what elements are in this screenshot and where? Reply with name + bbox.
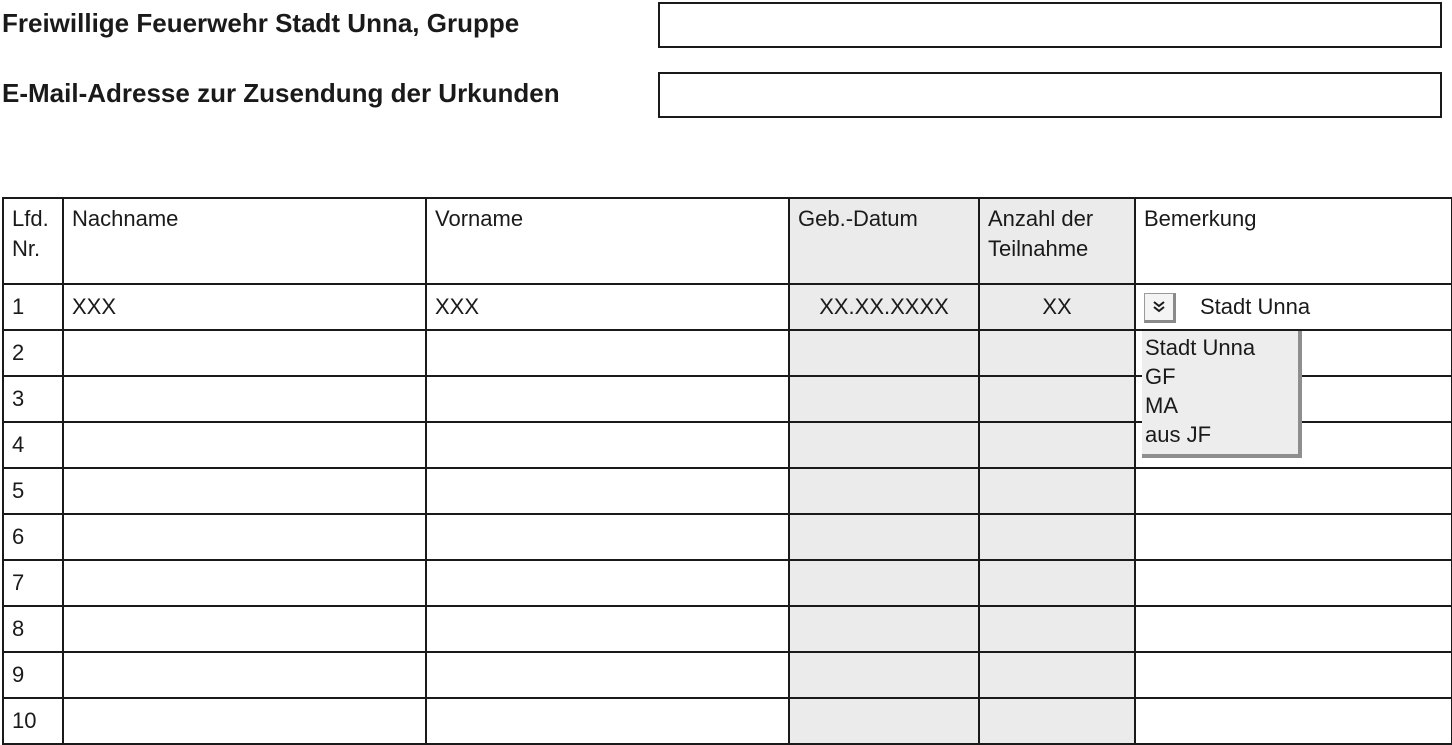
bemerkung-dropdown-list [1142,331,1302,458]
table-row [3,284,1452,330]
dropdown-option-stadt-unna[interactable]: Stadt Unna [1145,335,1256,360]
cell-anzahl[interactable] [979,514,1135,560]
cell-geb-datum[interactable]: XX.XX.XXXX [789,284,979,330]
cell-geb-datum[interactable] [789,422,979,468]
cell-bemerkung[interactable] [1135,698,1452,744]
cell-vorname[interactable] [426,698,789,744]
cell-geb-datum[interactable] [789,330,979,376]
cell-nachname[interactable] [63,698,426,744]
cell-vorname[interactable] [426,468,789,514]
cell-geb-datum[interactable] [789,468,979,514]
table-row [3,652,1452,698]
cell-geb-datum[interactable] [789,376,979,422]
bemerkung-select[interactable] [1135,284,1452,330]
email-field[interactable] [658,72,1442,118]
cell-nachname[interactable] [63,468,426,514]
dropdown-option-ma[interactable]: MA [1145,393,1178,418]
dropdown-option-aus-jf[interactable]: aus JF [1145,422,1212,447]
table-row [3,698,1452,744]
cell-vorname[interactable]: XXX [426,284,789,330]
cell-vorname[interactable] [426,422,789,468]
cell-anzahl[interactable]: XX [979,284,1135,330]
cell-nr: 2 [3,330,63,376]
cell-bemerkung[interactable] [1135,652,1452,698]
cell-anzahl[interactable] [979,698,1135,744]
cell-nr: 5 [3,468,63,514]
group-field[interactable] [658,2,1442,48]
dropdown-option-gf[interactable]: GF [1145,364,1176,389]
cell-anzahl[interactable] [979,606,1135,652]
cell-bemerkung[interactable] [1135,468,1452,514]
cell-nr: 1 [3,284,63,330]
cell-nachname[interactable]: XXX [63,284,426,330]
cell-geb-datum[interactable] [789,514,979,560]
cell-nachname[interactable] [63,376,426,422]
header-vorname: Vorname [426,198,789,284]
cell-bemerkung[interactable] [1135,606,1452,652]
cell-bemerkung[interactable] [1135,514,1452,560]
header-nachname: Nachname [63,198,426,284]
cell-nachname[interactable] [63,652,426,698]
cell-vorname[interactable] [426,330,789,376]
email-label: E-Mail-Adresse zur Zusendung der Urkunden [2,78,560,108]
cell-geb-datum[interactable] [789,652,979,698]
cell-nr: 6 [3,514,63,560]
cell-anzahl[interactable] [979,376,1135,422]
cell-nr: 3 [3,376,63,422]
header-anzahl: Anzahl der Teilnahme [979,198,1135,284]
cell-nr: 4 [3,422,63,468]
table-row [3,514,1452,560]
cell-vorname[interactable] [426,652,789,698]
header-bemerkung: Bemerkung [1135,198,1452,284]
participant-table [2,197,1452,745]
cell-nr: 10 [3,698,63,744]
cell-nr: 7 [3,560,63,606]
cell-vorname[interactable] [426,560,789,606]
cell-vorname[interactable] [426,376,789,422]
header-geb-datum: Geb.-Datum [789,198,979,284]
cell-bemerkung[interactable] [1135,560,1452,606]
cell-vorname[interactable] [426,606,789,652]
cell-geb-datum[interactable] [789,560,979,606]
cell-nachname[interactable] [63,606,426,652]
cell-anzahl[interactable] [979,330,1135,376]
cell-vorname[interactable] [426,514,789,560]
table-header-row [3,198,1452,284]
header-nr: Lfd. Nr. [3,198,63,284]
cell-nachname[interactable] [63,514,426,560]
cell-anzahl[interactable] [979,652,1135,698]
cell-geb-datum[interactable] [789,606,979,652]
select-value: Stadt Unna [1200,294,1311,319]
cell-nachname[interactable] [63,422,426,468]
cell-nr: 8 [3,606,63,652]
double-chevron-down-icon [1151,300,1167,314]
cell-anzahl[interactable] [979,560,1135,606]
cell-nachname[interactable] [63,560,426,606]
cell-anzahl[interactable] [979,468,1135,514]
group-label: Freiwillige Feuerwehr Stadt Unna, Gruppe [2,8,520,38]
cell-nachname[interactable] [63,330,426,376]
dropdown-toggle-button[interactable] [1144,293,1176,323]
cell-anzahl[interactable] [979,422,1135,468]
table-row [3,606,1452,652]
table-row [3,468,1452,514]
cell-geb-datum[interactable] [789,698,979,744]
table-row [3,560,1452,606]
cell-nr: 9 [3,652,63,698]
